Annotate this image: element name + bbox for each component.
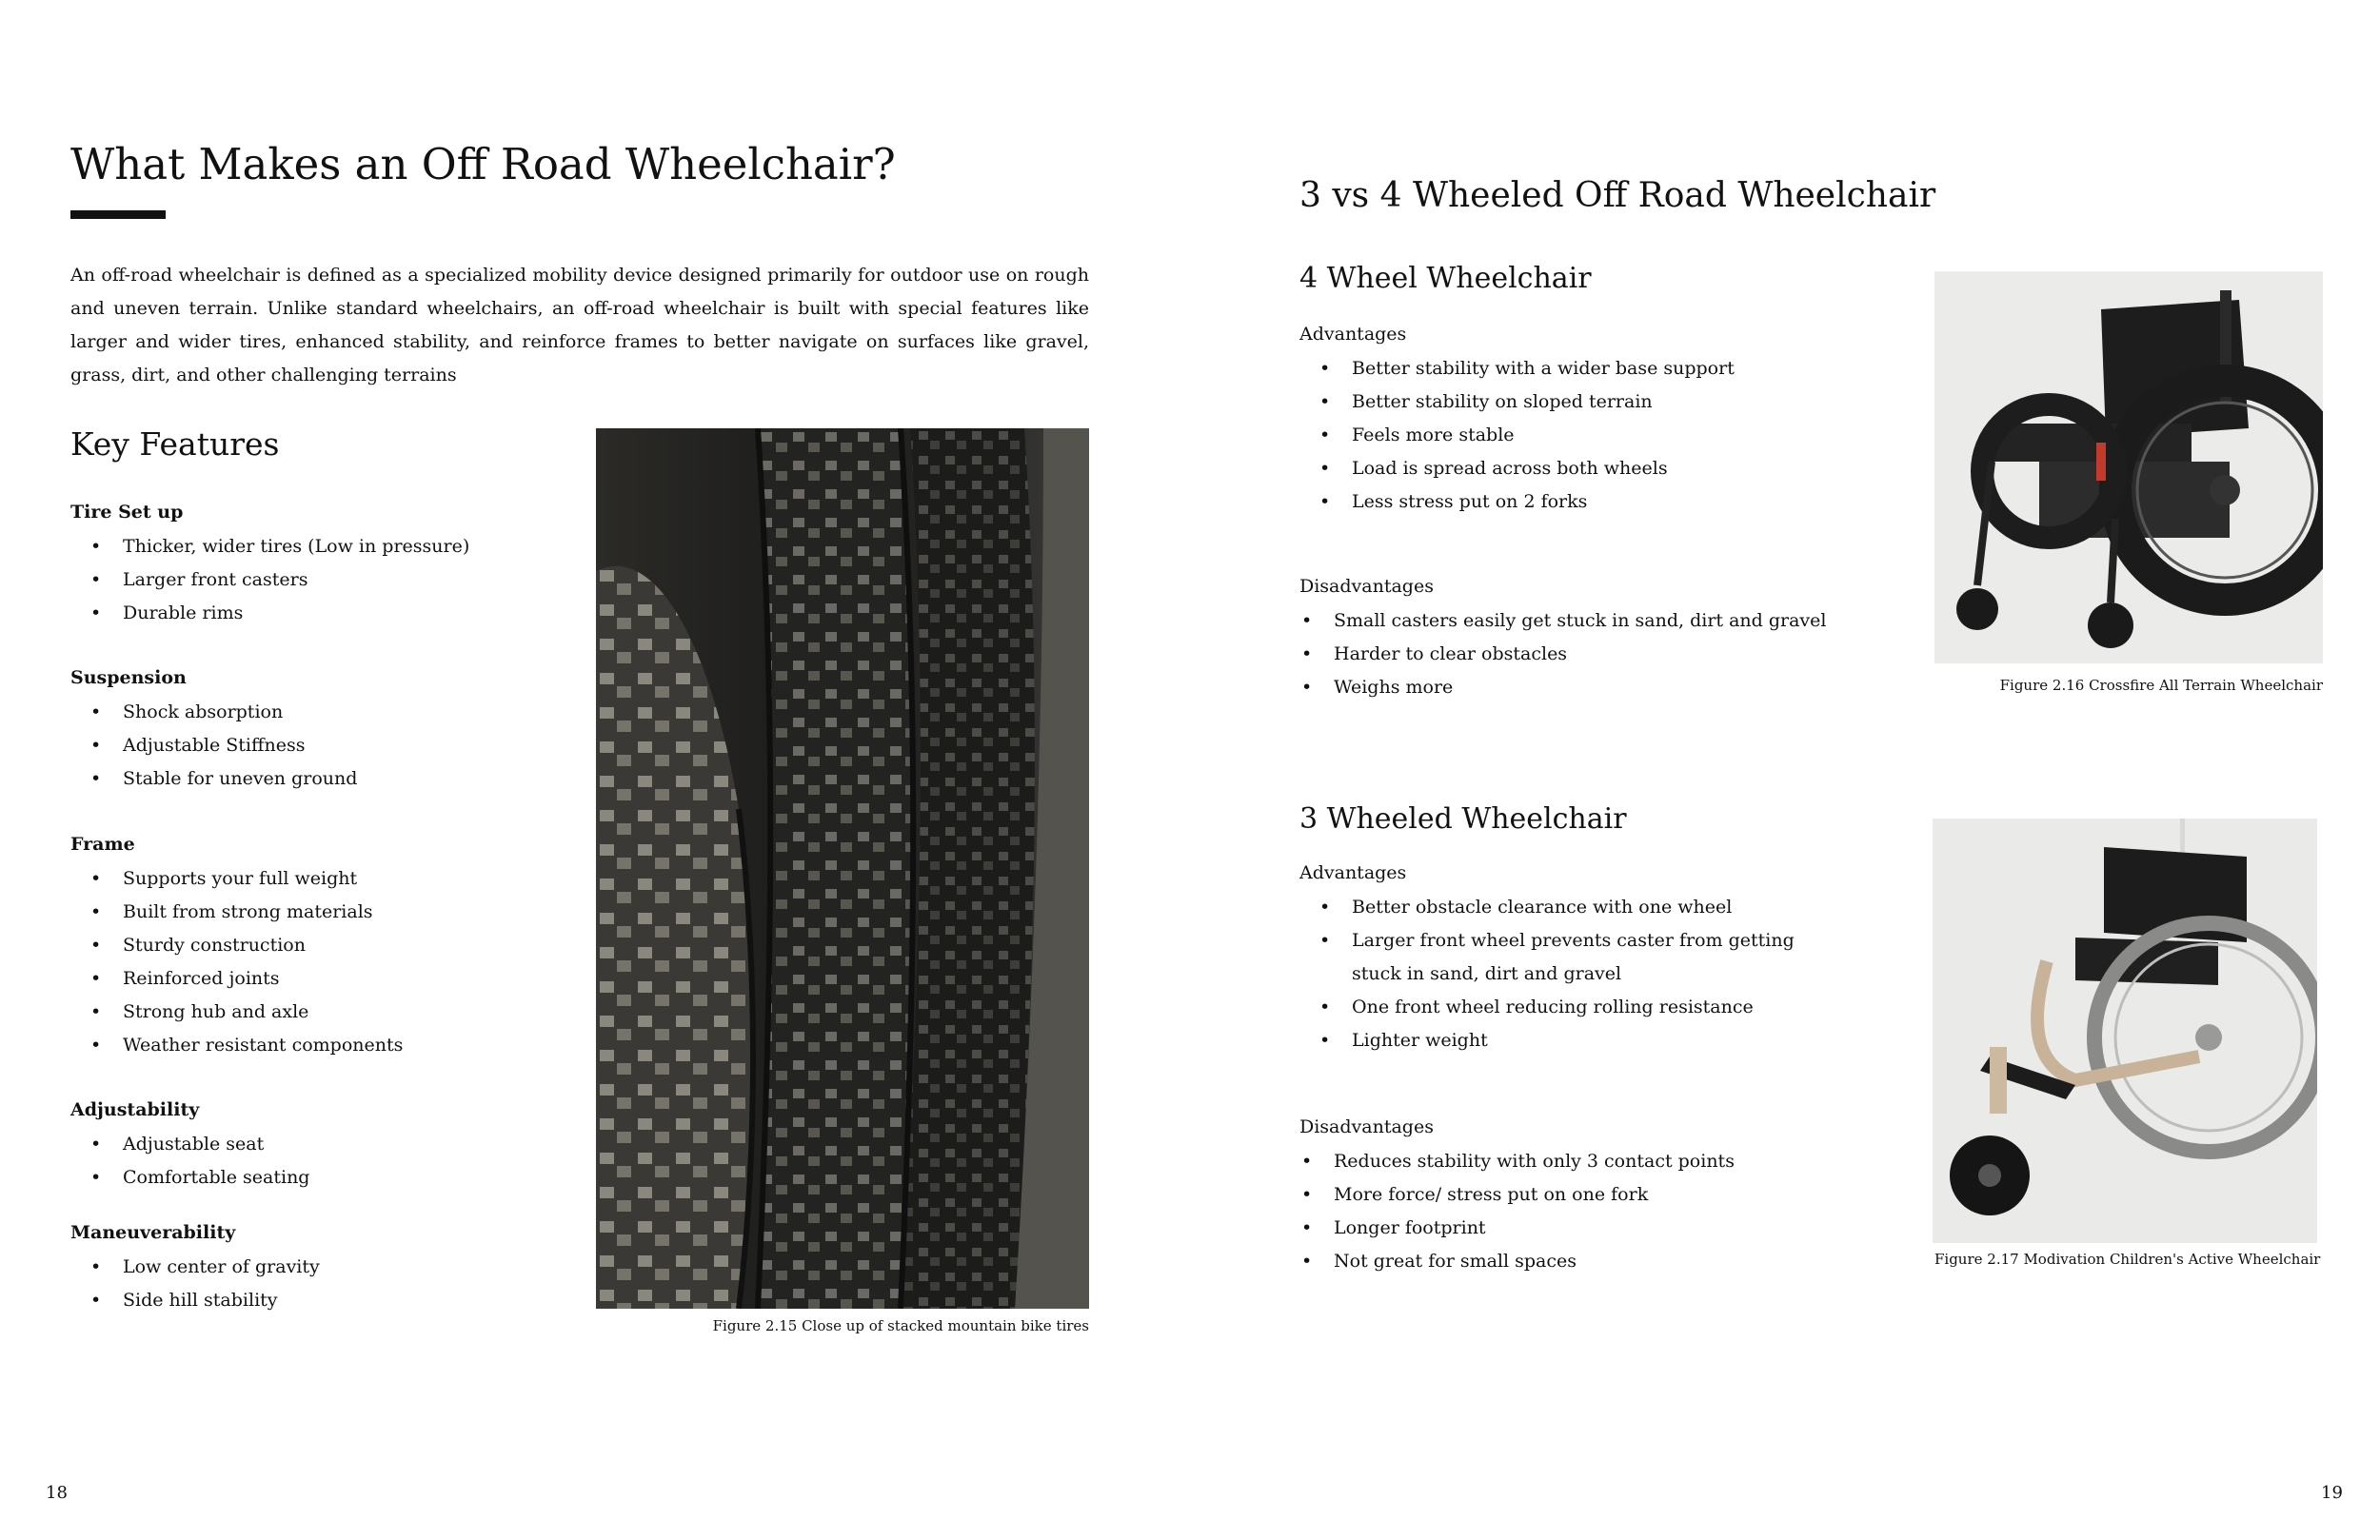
feature-list-suspension — [123, 696, 357, 796]
list-item: • Reduces stability with only 3 contact points — [1334, 1145, 1735, 1178]
list-item: • Harder to clear obstacles — [1334, 638, 1826, 671]
list-item: • Supports your full weight — [123, 862, 403, 896]
three-wheel-disadvantages-list — [1334, 1145, 1735, 1278]
feature-list-tire — [123, 530, 469, 630]
list-item: • Weighs more — [1334, 671, 1826, 704]
page-number-right: 19 — [2321, 1483, 2343, 1503]
list-item: • Load is spread across both wheels — [1352, 452, 1735, 485]
four-wheel-heading: 4 Wheel Wheelchair — [1299, 262, 1592, 295]
list-item: • Not great for small spaces — [1334, 1245, 1735, 1278]
three-wheel-heading: 3 Wheeled Wheelchair — [1299, 802, 1627, 836]
list-item: • Better stability with a wider base support — [1352, 352, 1735, 385]
list-item: • Adjustable Stiffness — [123, 729, 357, 762]
list-item: • Less stress put on 2 forks — [1352, 485, 1735, 519]
tires-illustration — [596, 428, 1089, 1309]
four-wheel-advantages-list — [1352, 352, 1735, 519]
intro-paragraph: An off-road wheelchair is defined as a specialized mobility device designed primarily for outdoor use on rough and uneven terrain. Unlike standard wheelchairs, an off-road wheelchair is built with special features like larger and wider tires, enhanced stability, and reinforce frames to better navigate on surfaces like gravel, grass, dirt, and other challenging terrains — [70, 265, 1089, 385]
list-item: • Reinforced joints — [123, 962, 403, 996]
list-item: • Side hill stability — [123, 1284, 320, 1317]
list-item: • Thicker, wider tires (Low in pressure) — [123, 530, 469, 563]
feature-group-title-maneuverability: Maneuverability — [70, 1222, 236, 1243]
four-wheel-disadvantages-list — [1334, 604, 1826, 704]
list-item: • Built from strong materials — [123, 896, 403, 929]
list-item: • Comfortable seating — [123, 1161, 309, 1194]
feature-group-title-adjustability: Adjustability — [70, 1099, 200, 1120]
list-item: • Strong hub and axle — [123, 996, 403, 1029]
list-item: • Adjustable seat — [123, 1128, 309, 1161]
page-number-left: 18 — [46, 1483, 68, 1503]
list-item: • Small casters easily get stuck in sand, dirt and gravel — [1334, 604, 1826, 638]
feature-group-title-suspension: Suspension — [70, 667, 187, 688]
feature-group-title-frame: Frame — [70, 834, 135, 855]
four-wheel-disadvantages-label: Disadvantages — [1299, 576, 1434, 597]
figure-caption-2-15: Figure 2.15 Close up of stacked mountain bike tires — [712, 1317, 1089, 1334]
feature-list-adjustability — [123, 1128, 309, 1194]
list-item: • Longer footprint — [1334, 1212, 1735, 1245]
three-wheel-advantages-list — [1352, 891, 1847, 1057]
list-item: • Larger front casters — [123, 563, 469, 597]
three-wheel-disadvantages-label: Disadvantages — [1299, 1116, 1434, 1137]
page-title: What Makes an Off Road Wheelchair? — [70, 139, 896, 189]
comparison-title: 3 vs 4 Wheeled Off Road Wheelchair — [1299, 176, 1936, 215]
feature-list-maneuverability — [123, 1251, 320, 1317]
crossfire-wheelchair-photo — [1934, 271, 2323, 663]
wheelchair-four-wheel-illustration — [1934, 271, 2323, 663]
list-item: • Sturdy construction — [123, 929, 403, 962]
modivation-wheelchair-photo — [1933, 819, 2317, 1243]
list-item: • Lighter weight — [1352, 1024, 1847, 1057]
feature-group-title-tire: Tire Set up — [70, 502, 184, 523]
four-wheel-advantages-label: Advantages — [1299, 324, 1407, 345]
list-item: • Low center of gravity — [123, 1251, 320, 1284]
list-item: • More force/ stress put on one fork — [1334, 1178, 1735, 1212]
list-item: • Weather resistant components — [123, 1029, 403, 1062]
key-features-heading: Key Features — [70, 425, 280, 463]
feature-list-frame — [123, 862, 403, 1062]
list-item: • Shock absorption — [123, 696, 357, 729]
list-item: • Better stability on sloped terrain — [1352, 385, 1735, 419]
tires-photo — [596, 428, 1089, 1309]
title-underline — [70, 210, 166, 219]
list-item: • Better obstacle clearance with one wheel — [1352, 891, 1847, 924]
wheelchair-three-wheel-illustration — [1933, 819, 2317, 1243]
list-item: • Feels more stable — [1352, 419, 1735, 452]
three-wheel-advantages-label: Advantages — [1299, 862, 1407, 883]
list-item: • Durable rims — [123, 597, 469, 630]
figure-caption-2-16: Figure 2.16 Crossfire All Terrain Wheelchair — [1999, 677, 2323, 694]
figure-caption-2-17: Figure 2.17 Modivation Children's Active Wheelchair — [1934, 1251, 2321, 1268]
list-item: • One front wheel reducing rolling resistance — [1352, 991, 1847, 1024]
list-item: • Larger front wheel prevents caster from getting stuck in sand, dirt and gravel — [1352, 924, 1847, 991]
list-item: • Stable for uneven ground — [123, 762, 357, 796]
